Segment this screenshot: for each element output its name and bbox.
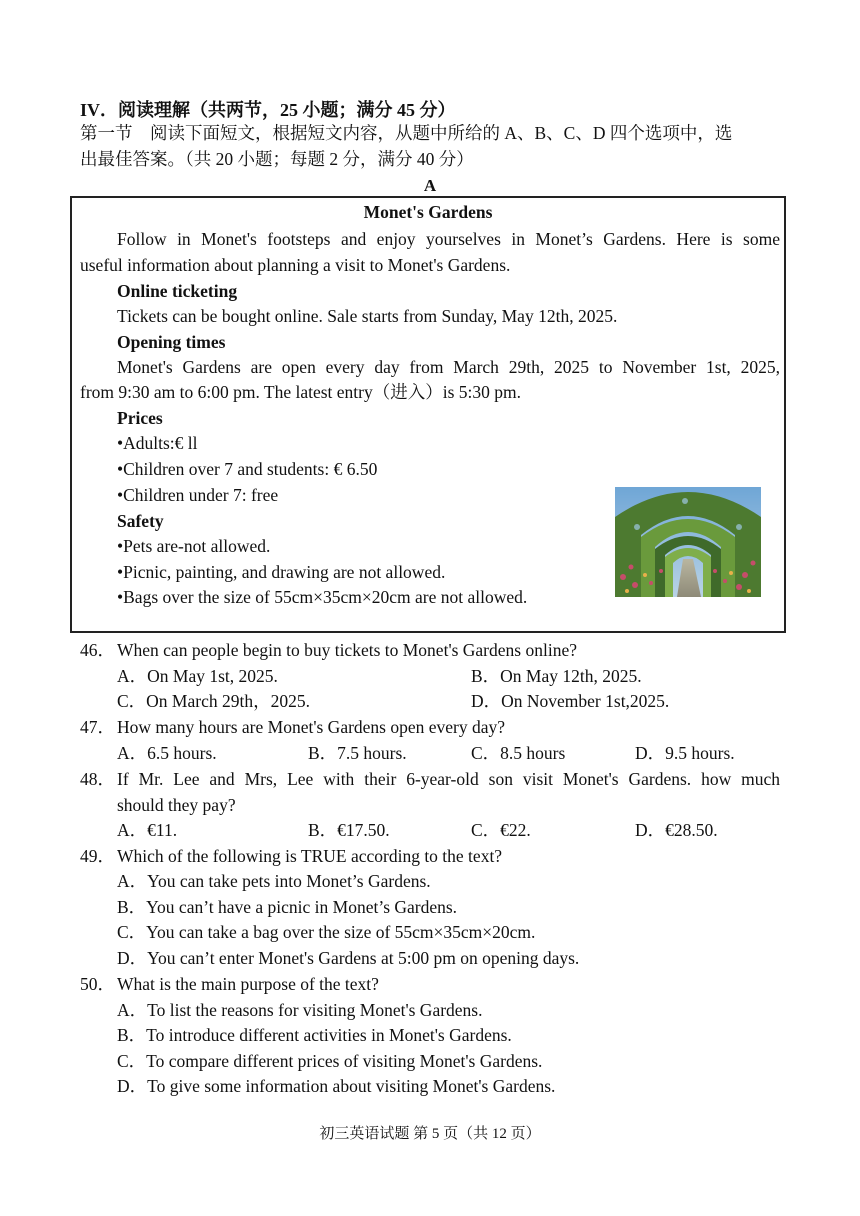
price-item-children-over-7: •Children over 7 and students: € 6.50 bbox=[117, 459, 378, 479]
q47-option-b: B．7.5 hours. bbox=[308, 743, 407, 763]
q50-option-d: D．To give some information about visiting Monet's Gardens. bbox=[117, 1076, 556, 1096]
opening-times-line-2: from 9:30 am to 6:00 pm. The latest entry（进入）is 5:30 pm. bbox=[80, 382, 522, 402]
garden-arch-photo bbox=[615, 487, 761, 597]
q49-option-c: C．You can take a bag over the size of 55cm×35cm×20cm. bbox=[117, 922, 536, 942]
question-48-text-line-1: If Mr. Lee and Mrs, Lee with their 6-year-old son visit Monet's Gardens. how much bbox=[117, 769, 780, 789]
section-title: IV．阅读理解（共两节，25 小题；满分 45 分） bbox=[80, 100, 456, 120]
intro-line-1: Follow in Monet's footsteps and enjoy yourselves in Monet’s Gardens. Here is some bbox=[117, 229, 780, 249]
question-number-46: 46． bbox=[80, 640, 115, 660]
q49-option-d: D．You can’t enter Monet's Gardens at 5:00 pm on opening days. bbox=[117, 948, 580, 968]
instruction-line-2: 出最佳答案。（共 20 小题；每题 2 分，满分 40 分） bbox=[80, 149, 474, 169]
question-number-47: 47． bbox=[80, 717, 115, 737]
q50-option-c: C．To compare different prices of visiting Monet's Gardens. bbox=[117, 1051, 543, 1071]
q47-option-d: D．9.5 hours. bbox=[635, 743, 735, 763]
prices-heading: Prices bbox=[117, 408, 163, 428]
q48-option-c: C．€22. bbox=[471, 820, 531, 840]
price-item-adults: •Adults:€ ll bbox=[117, 433, 198, 453]
q46-option-c: C．On March 29th，2025. bbox=[117, 691, 310, 711]
question-number-49: 49． bbox=[80, 846, 115, 866]
question-50-text: What is the main purpose of the text? bbox=[117, 974, 379, 994]
online-ticketing-text: Tickets can be bought online. Sale starts from Sunday, May 12th, 2025. bbox=[117, 306, 618, 326]
q48-option-d: D．€28.50. bbox=[635, 820, 718, 840]
q50-option-b: B．To introduce different activities in Monet's Gardens. bbox=[117, 1025, 512, 1045]
instruction-line-1: 第一节 阅读下面短文，根据短文内容，从题中所给的 A、B、C、D 四个选项中，选 bbox=[80, 123, 733, 143]
q47-option-a: A．6.5 hours. bbox=[117, 743, 217, 763]
q47-option-c: C．8.5 hours bbox=[471, 743, 566, 763]
passage-letter: A bbox=[423, 176, 437, 195]
q48-option-a: A．€11. bbox=[117, 820, 178, 840]
page-footer: 初三英语试题 第 5 页（共 12 页） bbox=[319, 1126, 541, 1142]
q46-option-b: B．On May 12th, 2025. bbox=[471, 666, 642, 686]
question-48-text-line-2: should they pay? bbox=[117, 795, 236, 815]
opening-times-line-1: Monet's Gardens are open every day from March 29th, 2025 to November 1st, 2025, bbox=[117, 357, 780, 377]
q46-option-d: D．On November 1st,2025. bbox=[471, 691, 670, 711]
passage-title: Monet's Gardens bbox=[363, 202, 493, 222]
question-number-50: 50． bbox=[80, 974, 115, 994]
q46-option-a: A．On May 1st, 2025. bbox=[117, 666, 278, 686]
opening-times-heading: Opening times bbox=[117, 332, 226, 352]
q49-option-b: B．You can’t have a picnic in Monet’s Gardens. bbox=[117, 897, 458, 917]
question-47-text: How many hours are Monet's Gardens open every day? bbox=[117, 717, 506, 737]
safety-item-bags: •Bags over the size of 55cm×35cm×20cm are not allowed. bbox=[117, 587, 528, 607]
safety-heading: Safety bbox=[117, 511, 164, 531]
q48-option-b: B．€17.50. bbox=[308, 820, 390, 840]
q49-option-a: A．You can take pets into Monet’s Gardens. bbox=[117, 871, 431, 891]
safety-item-pets: •Pets are-not allowed. bbox=[117, 536, 271, 556]
question-46-text: When can people begin to buy tickets to Monet's Gardens online? bbox=[117, 640, 577, 660]
price-item-children-under-7: •Children under 7: free bbox=[117, 485, 279, 505]
question-49-text: Which of the following is TRUE according to the text? bbox=[117, 846, 503, 866]
intro-line-2: useful information about planning a visit to Monet's Gardens. bbox=[80, 255, 511, 275]
question-number-48: 48． bbox=[80, 769, 115, 789]
q50-option-a: A．To list the reasons for visiting Monet's Gardens. bbox=[117, 1000, 483, 1020]
online-ticketing-heading: Online ticketing bbox=[117, 281, 238, 301]
safety-item-picnic: •Picnic, painting, and drawing are not allowed. bbox=[117, 562, 446, 582]
